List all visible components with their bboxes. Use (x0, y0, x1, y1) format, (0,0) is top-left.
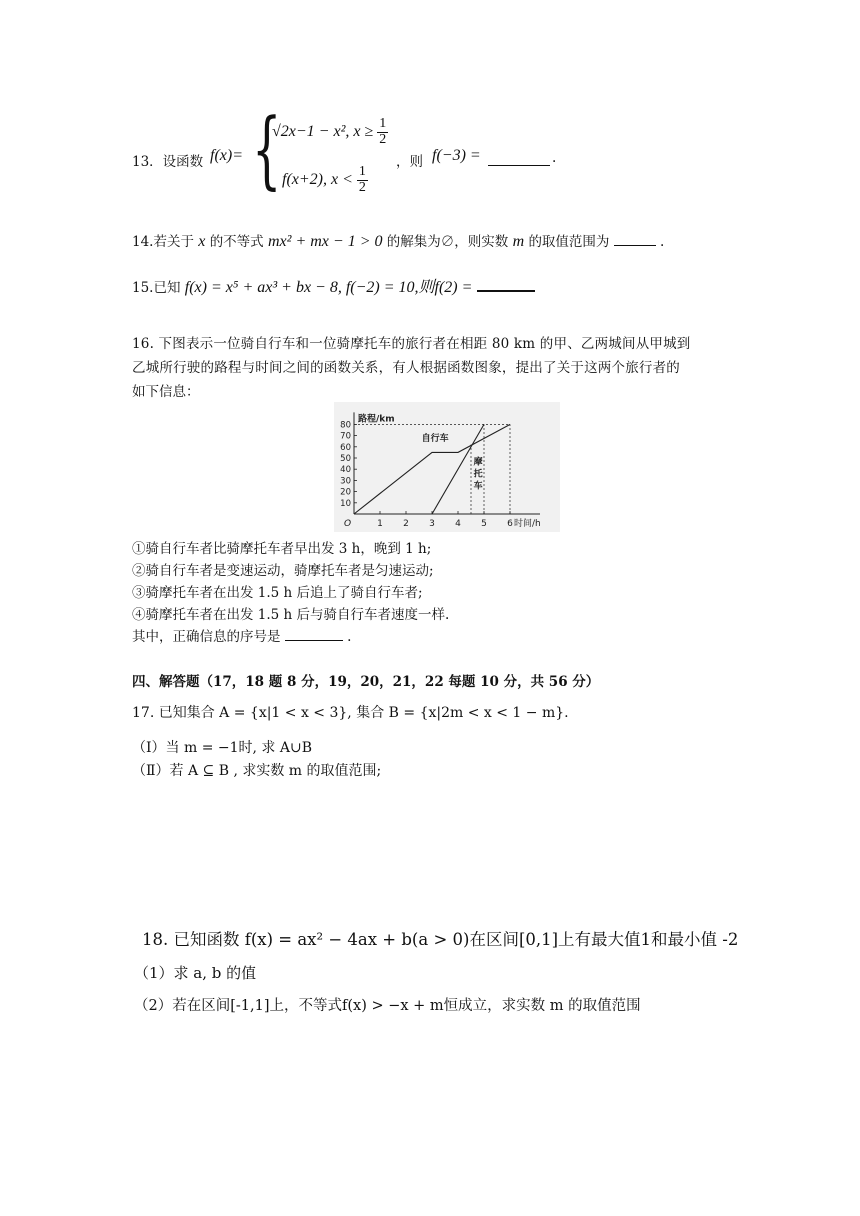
q14-var-x: x (198, 233, 206, 250)
q17-part1: （Ⅰ）当 m = −1时, 求 A∪B (132, 740, 313, 756)
q13-case2-expr: f(x+2), x < (282, 170, 353, 188)
y-tick-label: 40 (340, 465, 351, 476)
q15-lead: 15.已知 (132, 280, 181, 296)
q13-case1-frac (377, 117, 388, 147)
q16-answer-blank (285, 640, 343, 641)
annotation-motorcycle-char: 托 (473, 469, 483, 480)
x-tick-label: 1 (377, 519, 383, 529)
q15-expr: f(x) = x⁵ + ax³ + bx − 8, f(−2) = 10,则f(2) = (184, 279, 473, 296)
origin-label: O (344, 519, 352, 529)
q16-item-2: ②骑自行车者是变速运动，骑摩托车者是匀速运动; (132, 563, 434, 579)
y-tick-label: 10 (340, 498, 351, 509)
q14-text-b: 的不等式 (209, 234, 264, 250)
q14-end: . (660, 234, 665, 250)
q13-lead: 13．设函数 (132, 154, 204, 170)
q13-case2-num: 1 (358, 164, 366, 179)
q13-end: . (552, 150, 557, 166)
q16-line1: 16. 下图表示一位骑自行车和一位骑摩托车的旅行者在相距 80 km 的甲、乙两城间从甲城到 (132, 336, 691, 352)
q13 (132, 100, 572, 208)
x-tick-label: 3 (429, 519, 435, 529)
q16-ask-text: 其中，正确信息的序号是 (132, 629, 281, 645)
q18-part2: （2）若在区间[-1,1]上，不等式f(x) > −x + m恒成立，求实数 m 的取值范围 (134, 998, 641, 1014)
q16-ask (132, 625, 351, 645)
q14 (132, 230, 664, 251)
y-tick-label: 50 (340, 454, 351, 464)
y-tick-label: 30 (340, 476, 351, 487)
q18-stem: 18. 已知函数 f(x) = ax² − 4ax + b(a > 0)在区间[0,1]上有最大值1和最小值 -2 (142, 930, 739, 949)
q16-item-4: ④骑摩托车者在出发 1.5 h 后与骑自行车者速度一样. (132, 607, 450, 623)
q16-line2: 乙城所行驶的路程与时间之间的函数关系，有人根据函数图象，提出了关于这两个旅行者的 (132, 360, 680, 376)
q14-answer-blank (614, 245, 656, 246)
q18-part1: （1）求 a, b 的值 (134, 964, 257, 982)
y-tick-label: 70 (340, 431, 351, 442)
q13-case1 (272, 117, 388, 147)
q13-brace: { (252, 100, 282, 198)
annotation-motorcycle-char: 摩 (473, 457, 483, 468)
q13-then: ，则 (396, 154, 423, 170)
x-tick-label: 2 (403, 519, 409, 529)
annotation-motorcycle-char: 车 (473, 481, 483, 492)
x-axis-label: 时间/h (514, 519, 541, 529)
y-tick-label: 80 (340, 420, 351, 431)
q14-text-d: 的取值范围为 (528, 234, 610, 250)
q13-fx: f(x)= (210, 147, 243, 164)
q13-case2-den: 2 (358, 179, 366, 195)
q16-item-1: ①骑自行车者比骑摩托车者早出发 3 h，晚到 1 h; (132, 541, 432, 557)
distance-time-chart (334, 402, 560, 532)
q16-end: . (347, 629, 352, 645)
q13-ask: f(−3) = (432, 147, 481, 164)
q14-ineq: mx² + mx − 1 > 0 (267, 233, 383, 250)
q13-case1-expr: √2x−1 − x², x ≥ (272, 122, 374, 140)
q15-answer-blank (477, 290, 535, 292)
q13-case2 (282, 165, 368, 195)
y-tick-label: 60 (340, 442, 351, 453)
q13-answer-blank (488, 165, 550, 166)
q17-stem: 17. 已知集合 A = {x|1 < x < 3}, 集合 B = {x|2m < x < 1 − m}. (132, 705, 569, 721)
q13-case1-den: 2 (379, 131, 387, 147)
q16-item-3: ③骑摩托车者在出发 1.5 h 后追上了骑自行车者; (132, 585, 423, 601)
y-tick-label: 20 (340, 487, 351, 498)
x-tick-label: 4 (455, 519, 461, 529)
q13-case2-frac (357, 165, 368, 195)
q14-text-c: 的解集为∅，则实数 (386, 234, 509, 250)
q13-case1-num: 1 (379, 116, 387, 131)
x-tick-label: 5 (481, 519, 487, 529)
section4-heading: 四、解答题（17，18 题 8 分，19，20，21，22 每题 10 分，共 56 分） (132, 674, 600, 690)
q15 (132, 274, 535, 297)
annotation-bicycle: 自行车 (421, 434, 449, 445)
q16-line3: 如下信息： (132, 384, 200, 400)
x-tick-label: 6 (507, 519, 513, 529)
q14-text-a: 14.若关于 (132, 234, 194, 250)
q14-var-m: m (512, 233, 525, 250)
y-axis-label: 路程/km (358, 414, 395, 425)
q17-part2: （Ⅱ）若 A ⊆ B , 求实数 m 的取值范围; (132, 763, 382, 779)
